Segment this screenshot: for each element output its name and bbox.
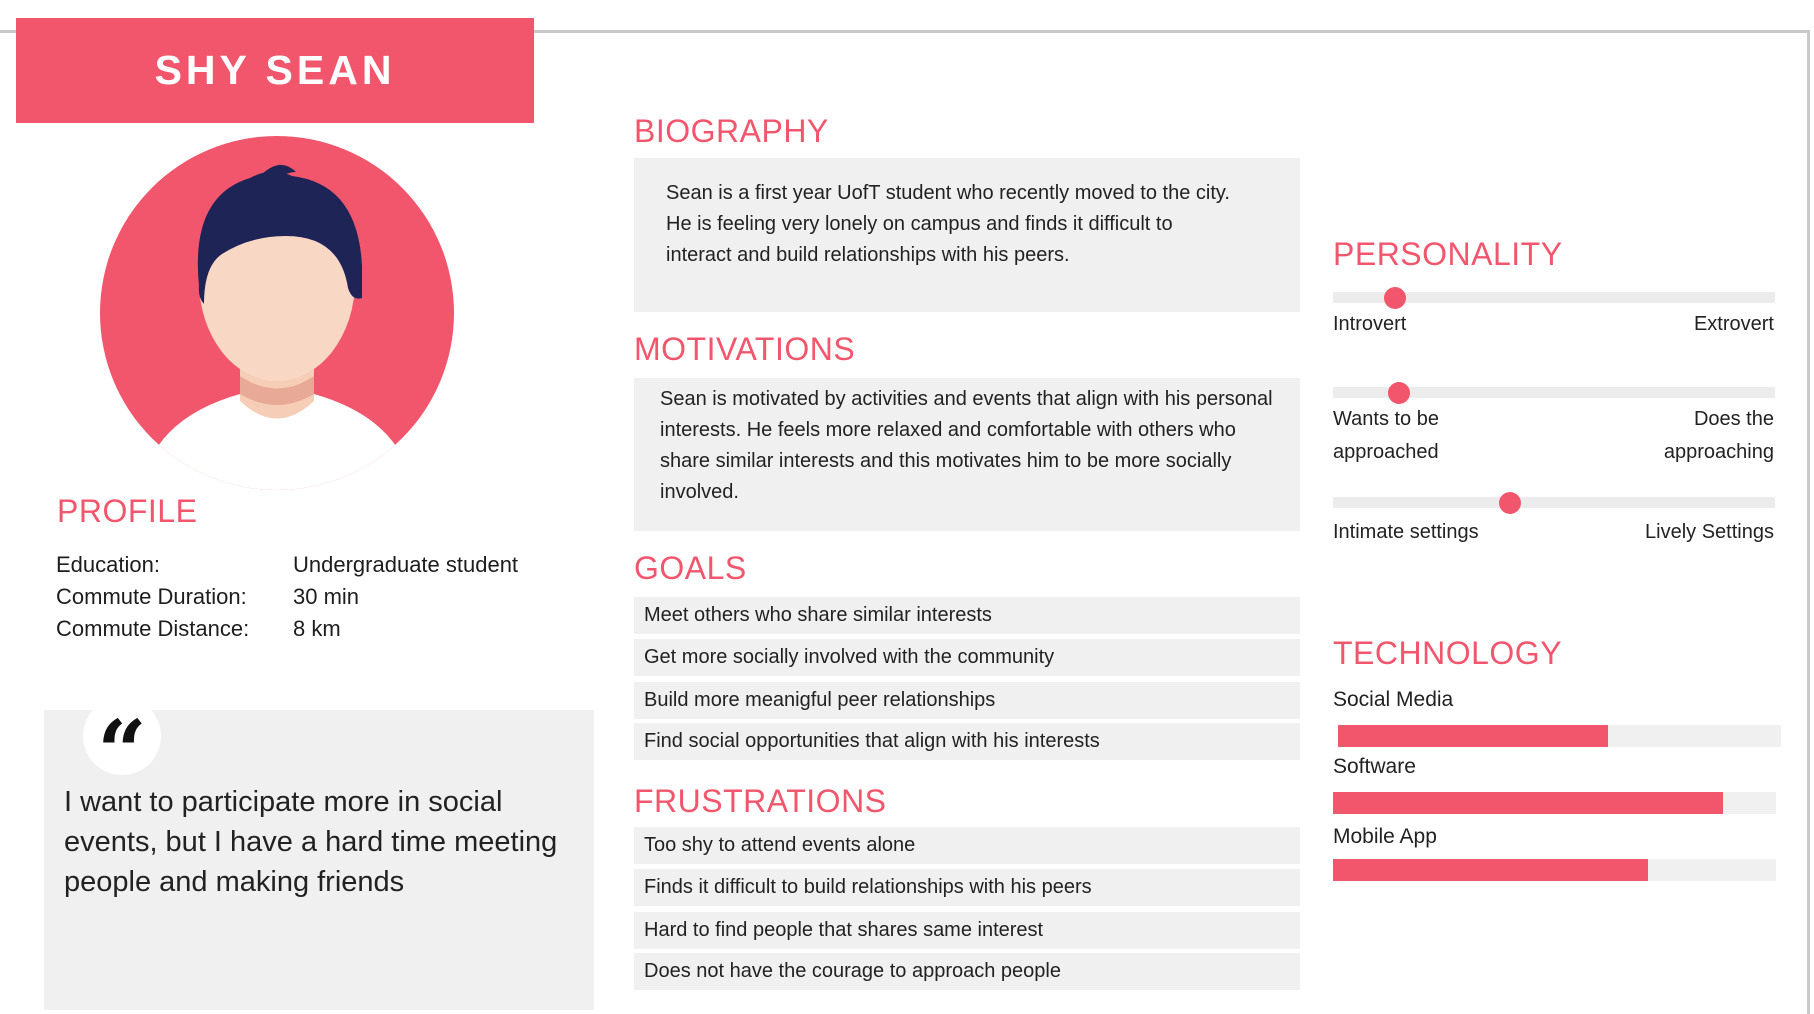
biography-text: Sean is a first year UofT student who recently moved to the city. He is feeling very lonely on campus and finds it difficult to interact and build relationships with his peers. xyxy=(666,182,1230,266)
slider-right-label: Does the approaching xyxy=(1663,408,1774,463)
frustrations-heading: FRUSTRATIONS xyxy=(634,783,887,819)
goal-item: Find social opportunities that align with his interests xyxy=(634,723,1300,760)
profile-value: Undergraduate student xyxy=(293,552,519,577)
profile-value: 30 min xyxy=(293,584,360,609)
profile-table xyxy=(56,549,518,645)
biography-panel xyxy=(634,158,1300,312)
personality-slider-approach xyxy=(1333,387,1775,398)
avatar xyxy=(100,136,454,490)
goals-heading: GOALS xyxy=(634,550,747,586)
tech-bar-social-media xyxy=(1338,725,1781,747)
slider-left-label: Intimate settings xyxy=(1333,521,1479,543)
personality-slider-settings xyxy=(1333,497,1775,508)
profile-label: Education: xyxy=(56,552,160,577)
tech-bar-fill xyxy=(1338,725,1608,747)
tech-bar-fill xyxy=(1333,792,1723,814)
profile-label: Commute Distance: xyxy=(56,616,250,641)
technology-heading: TECHNOLOGY xyxy=(1333,635,1563,671)
personality-slider-introvert-extrovert xyxy=(1333,292,1775,303)
profile-row-education xyxy=(56,549,518,581)
persona-name: SHY SEAN xyxy=(154,47,396,93)
personality-heading: PERSONALITY xyxy=(1333,236,1563,272)
frustration-item: Finds it difficult to build relationships with his peers xyxy=(634,869,1300,906)
frame-right-line xyxy=(1807,30,1810,1014)
profile-value: 8 km xyxy=(293,616,341,641)
slider-left-label: Introvert xyxy=(1333,313,1407,335)
quote-mark: “ xyxy=(97,702,147,803)
quote-mark-icon xyxy=(83,697,161,803)
slider-handle xyxy=(1384,287,1406,309)
persona-name-banner xyxy=(16,18,534,123)
frustration-item: Does not have the courage to approach people xyxy=(634,953,1300,990)
profile-row-commute-duration xyxy=(56,581,518,613)
slider-handle xyxy=(1388,382,1410,404)
goal-item: Build more meanigful peer relationships xyxy=(634,682,1300,719)
tech-label: Mobile App xyxy=(1333,825,1437,848)
motivations-heading: MOTIVATIONS xyxy=(634,331,856,367)
biography-heading: BIOGRAPHY xyxy=(634,113,829,149)
motivations-text: Sean is motivated by activities and events that align with his personal interests. He feels more relaxed and comfortable with others who share similar interests and this motivates him to be more socially involved. xyxy=(660,388,1273,503)
goal-item: Meet others who share similar interests xyxy=(634,597,1300,634)
tech-bar-software xyxy=(1333,792,1776,814)
frustration-item: Hard to find people that shares same interest xyxy=(634,912,1300,949)
tech-bar-mobile-app xyxy=(1333,859,1776,881)
slider-right-label: Extrovert xyxy=(1693,313,1774,335)
slider-left-label: Wants to be approached xyxy=(1333,408,1439,463)
quote-text: I want to participate more in social events, but I have a hard time meeting people and making friends xyxy=(64,786,558,898)
motivations-panel xyxy=(634,378,1300,531)
goal-item: Get more socially involved with the community xyxy=(634,639,1300,676)
slider-right-label: Lively Settings xyxy=(1645,521,1774,543)
tech-label: Social Media xyxy=(1333,688,1454,711)
slider-handle xyxy=(1499,492,1521,514)
tech-bar-fill xyxy=(1333,859,1648,881)
profile-heading: PROFILE xyxy=(57,493,198,529)
frustration-item: Too shy to attend events alone xyxy=(634,827,1300,864)
tech-label: Software xyxy=(1333,755,1416,778)
profile-label: Commute Duration: xyxy=(56,584,247,609)
profile-row-commute-distance xyxy=(56,613,518,645)
